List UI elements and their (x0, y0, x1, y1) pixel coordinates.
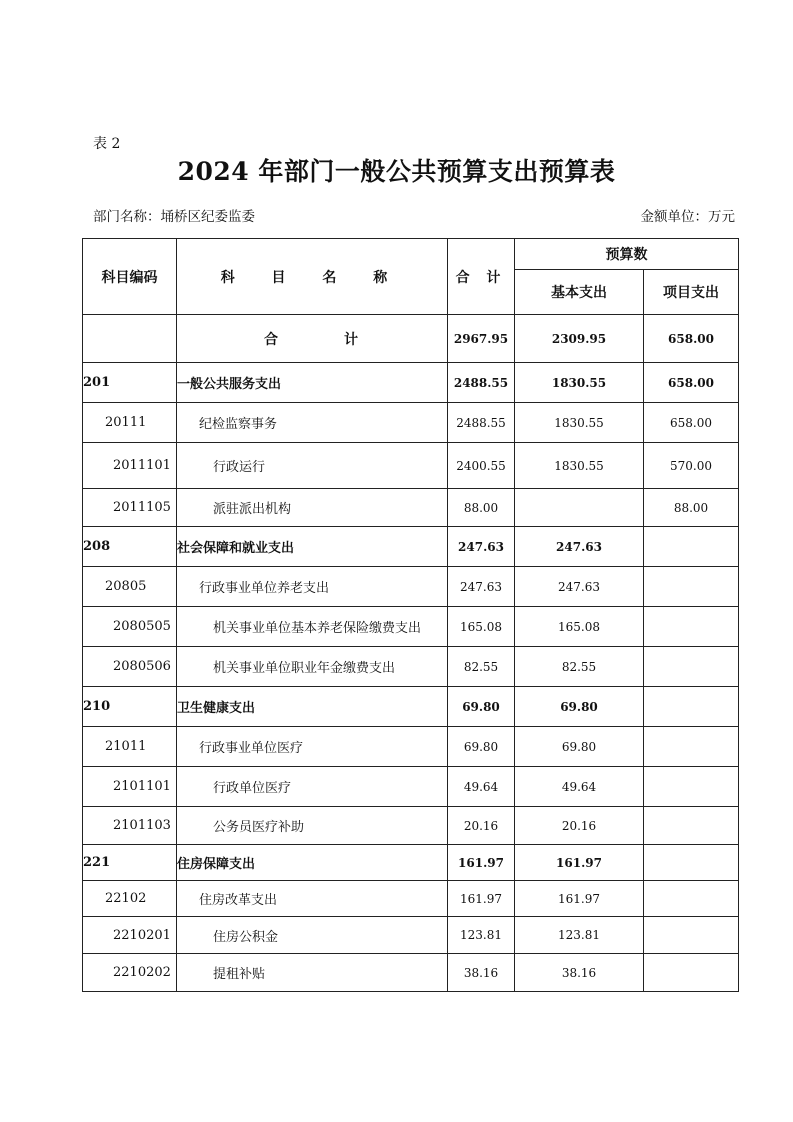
col-header-basic: 基本支出 (515, 270, 644, 315)
row-basic: 20.16 (515, 807, 644, 845)
row-basic: 1830.55 (515, 363, 644, 403)
row-name: 住房保障支出 (177, 845, 448, 881)
department-name: 部门名称：埇桥区纪委监委 (93, 209, 255, 225)
row-code: 201 (83, 363, 177, 403)
row-total: 247.63 (448, 567, 515, 607)
row-basic (515, 489, 644, 527)
summary-label: 合 计 (177, 315, 448, 363)
row-project (644, 567, 739, 607)
row-total: 38.16 (448, 954, 515, 992)
row-code: 2011101 (83, 443, 177, 489)
table-row (83, 527, 739, 567)
page-title: 2024 年部门一般公共预算支出预算表 (177, 157, 616, 186)
row-basic: 247.63 (515, 527, 644, 567)
table-row (83, 767, 739, 807)
row-total: 247.63 (448, 527, 515, 567)
row-code: 20111 (83, 403, 177, 443)
col-header-total: 合 计 (448, 239, 515, 315)
row-total: 165.08 (448, 607, 515, 647)
table-row (83, 489, 739, 527)
row-project (644, 954, 739, 992)
row-code: 2210201 (83, 917, 177, 954)
table-row (83, 403, 739, 443)
row-total: 161.97 (448, 845, 515, 881)
row-project (644, 807, 739, 845)
table-row (83, 917, 739, 954)
table-row (83, 647, 739, 687)
row-basic: 165.08 (515, 607, 644, 647)
table-number: 表 2 (93, 136, 121, 152)
row-project (644, 607, 739, 647)
row-code: 2080505 (83, 607, 177, 647)
row-basic: 69.80 (515, 687, 644, 727)
row-basic: 1830.55 (515, 443, 644, 489)
row-code: 2101101 (83, 767, 177, 807)
row-name: 行政运行 (177, 443, 448, 489)
row-name: 公务员医疗补助 (177, 807, 448, 845)
row-total: 82.55 (448, 647, 515, 687)
row-name: 派驻派出机构 (177, 489, 448, 527)
row-name: 行政事业单位养老支出 (177, 567, 448, 607)
row-total: 69.80 (448, 727, 515, 767)
row-basic: 161.97 (515, 881, 644, 917)
row-name: 行政单位医疗 (177, 767, 448, 807)
row-code: 21011 (83, 727, 177, 767)
row-code: 2210202 (83, 954, 177, 992)
row-total: 2400.55 (448, 443, 515, 489)
row-code: 20805 (83, 567, 177, 607)
row-name: 社会保障和就业支出 (177, 527, 448, 567)
table-row (83, 881, 739, 917)
row-total: 2488.55 (448, 403, 515, 443)
header-row (83, 239, 739, 270)
row-total: 161.97 (448, 881, 515, 917)
table-row (83, 845, 739, 881)
row-project (644, 845, 739, 881)
table-row (83, 607, 739, 647)
row-basic: 38.16 (515, 954, 644, 992)
row-basic: 123.81 (515, 917, 644, 954)
summary-total: 2967.95 (448, 315, 515, 363)
col-header-code: 科目编码 (83, 239, 177, 315)
row-total: 49.64 (448, 767, 515, 807)
amount-unit: 金额单位：万元 (640, 209, 735, 225)
row-name: 住房改革支出 (177, 881, 448, 917)
row-basic: 69.80 (515, 727, 644, 767)
row-total: 123.81 (448, 917, 515, 954)
row-code: 221 (83, 845, 177, 881)
row-code: 2080506 (83, 647, 177, 687)
row-code: 2101103 (83, 807, 177, 845)
row-basic: 161.97 (515, 845, 644, 881)
row-total: 69.80 (448, 687, 515, 727)
table-row (83, 727, 739, 767)
table-row (83, 363, 739, 403)
row-code: 22102 (83, 881, 177, 917)
row-basic: 82.55 (515, 647, 644, 687)
row-name: 卫生健康支出 (177, 687, 448, 727)
row-name: 一般公共服务支出 (177, 363, 448, 403)
table-row (83, 807, 739, 845)
col-header-name: 科 目 名 称 (177, 239, 448, 315)
row-name: 纪检监察事务 (177, 403, 448, 443)
summary-code-cell (83, 315, 177, 363)
row-project (644, 647, 739, 687)
row-project: 88.00 (644, 489, 739, 527)
row-code: 2011105 (83, 489, 177, 527)
row-name: 行政事业单位医疗 (177, 727, 448, 767)
row-basic: 1830.55 (515, 403, 644, 443)
row-project (644, 527, 739, 567)
row-total: 88.00 (448, 489, 515, 527)
row-total: 20.16 (448, 807, 515, 845)
row-project (644, 687, 739, 727)
summary-row (83, 315, 739, 363)
row-project (644, 727, 739, 767)
row-name: 提租补贴 (177, 954, 448, 992)
row-code: 210 (83, 687, 177, 727)
row-name: 机关事业单位职业年金缴费支出 (177, 647, 448, 687)
row-project (644, 917, 739, 954)
table-row (83, 687, 739, 727)
table-row (83, 443, 739, 489)
summary-basic: 2309.95 (515, 315, 644, 363)
row-total: 2488.55 (448, 363, 515, 403)
row-project (644, 881, 739, 917)
row-project: 658.00 (644, 403, 739, 443)
row-code: 208 (83, 527, 177, 567)
col-header-budget-group: 预算数 (515, 239, 739, 270)
row-project: 658.00 (644, 363, 739, 403)
row-name: 机关事业单位基本养老保险缴费支出 (177, 607, 448, 647)
col-header-project: 项目支出 (644, 270, 739, 315)
row-project (644, 767, 739, 807)
row-basic: 49.64 (515, 767, 644, 807)
row-project: 570.00 (644, 443, 739, 489)
row-basic: 247.63 (515, 567, 644, 607)
budget-table (82, 238, 739, 992)
row-name: 住房公积金 (177, 917, 448, 954)
table-row (83, 954, 739, 992)
summary-project: 658.00 (644, 315, 739, 363)
table-row (83, 567, 739, 607)
